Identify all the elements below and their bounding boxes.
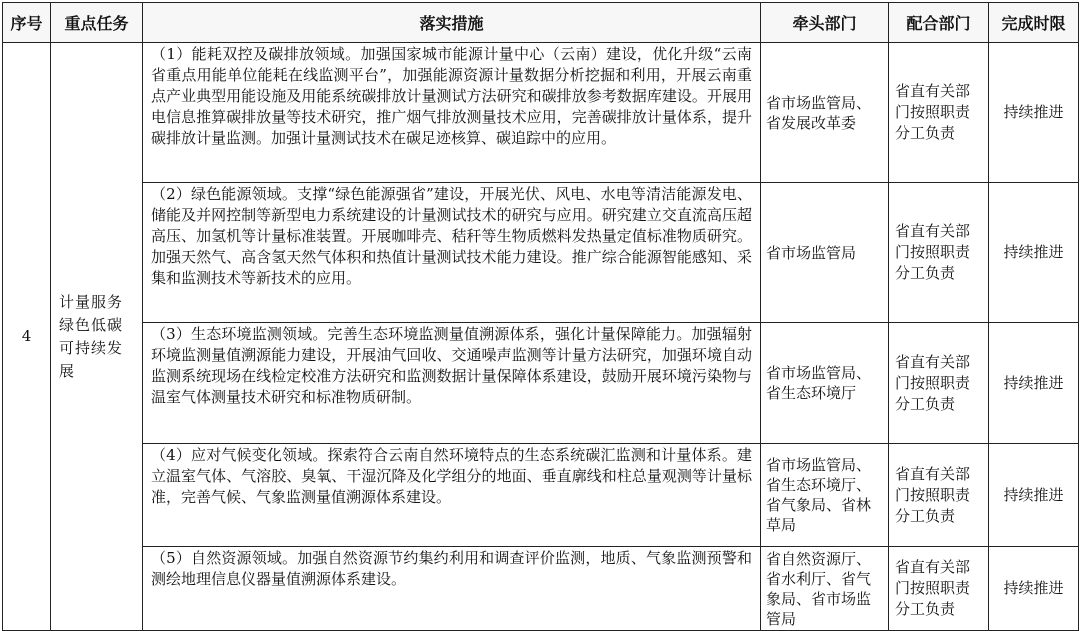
measure-cell: （4）应对气候变化领域。探索符合云南自然环境特点的生态系统碳汇监测和计量体系。建立温室气体、气溶胶、臭氧、干湿沉降及化学组分的地面、垂直廓线和柱总量观测等计量标准，完善气候、气象监测量值溯源体系建设。 (143, 444, 761, 547)
table-row (3, 43, 1079, 183)
deadline-cell: 持续推进 (989, 43, 1079, 183)
header-task: 重点任务 (51, 3, 143, 43)
table-row (3, 323, 1079, 444)
lead-department-cell: 省市场监管局、省生态环境厅、省气象局、省林草局 (761, 444, 889, 547)
measure-cell: （3）生态环境监测领域。完善生态环境监测量值溯源体系，强化计量保障能力。加强辐射环境监测量值溯源能力建设，开展油气回收、交通噪声监测等计量方法研究，加强环境自动监测系统现场在线检定校准方法研究和监测数据计量保障体系建设，鼓励开展环境污染物与温室气体测量技术研究和标准物质研制。 (143, 323, 761, 444)
header-no: 序号 (3, 3, 51, 43)
measure-cell: （1）能耗双控及碳排放领域。加强国家城市能源计量中心（云南）建设，优化升级“云南省重点用能单位能耗在线监测平台”，加强能源资源计量数据分析挖掘和利用，开展云南重点产业典型用能设施及用能系统碳排放计量测试方法研究和碳排放参考数据库建设。开展用电信息推算碳排放量等技术研究，推广烟气排放测量技术应用，完善碳排放计量体系，提升碳排放计量监测。加强计量测试技术在碳足迹核算、碳追踪中的应用。 (143, 43, 761, 183)
deadline-cell: 持续推进 (989, 323, 1079, 444)
lead-department-cell: 省自然资源厅、省水利厅、省气象局、省市场监管局 (761, 547, 889, 631)
table-header-row (3, 3, 1079, 43)
lead-department-cell: 省市场监管局 (761, 183, 889, 323)
measure-cell: （5）自然资源领域。加强自然资源节约集约利用和调查评价监测，地质、气象监测预警和测绘地理信息仪器量值溯源体系建设。 (143, 547, 761, 631)
header-measure: 落实措施 (143, 3, 761, 43)
header-lead-department: 牵头部门 (761, 3, 889, 43)
header-assist-department: 配合部门 (889, 3, 989, 43)
lead-department-cell: 省市场监管局、省发展改革委 (761, 43, 889, 183)
table-row (3, 444, 1079, 547)
measure-cell: （2）绿色能源领域。支撑“绿色能源强省”建设，开展光伏、风电、水电等清洁能源发电、储能及并网控制等新型电力系统建设的计量测试技术的研究与应用。研究建立交直流高压超高压、加氢机等计量标准装置。开展咖啡壳、秸秆等生物质燃料发热量定值标准物质研究。加强天然气、高含氢天然气体积和热值计量测试技术能力建设。推广综合能源智能感知、采集和监测技术等新技术的应用。 (143, 183, 761, 323)
lead-department-cell: 省市场监管局、省生态环境厅 (761, 323, 889, 444)
assist-department-cell: 省直有关部门按照职责分工负责 (889, 323, 989, 444)
row-number: 4 (3, 43, 51, 631)
table-row (3, 547, 1079, 631)
deadline-cell: 持续推进 (989, 547, 1079, 631)
assist-department-cell: 省直有关部门按照职责分工负责 (889, 444, 989, 547)
assist-department-cell: 省直有关部门按照职责分工负责 (889, 183, 989, 323)
assist-department-cell: 省直有关部门按照职责分工负责 (889, 547, 989, 631)
measures-table (2, 2, 1079, 631)
deadline-cell: 持续推进 (989, 444, 1079, 547)
header-deadline: 完成时限 (989, 3, 1079, 43)
table-row (3, 183, 1079, 323)
key-task: 计量服务绿色低碳可持续发展 (51, 43, 143, 631)
assist-department-cell: 省直有关部门按照职责分工负责 (889, 43, 989, 183)
deadline-cell: 持续推进 (989, 183, 1079, 323)
